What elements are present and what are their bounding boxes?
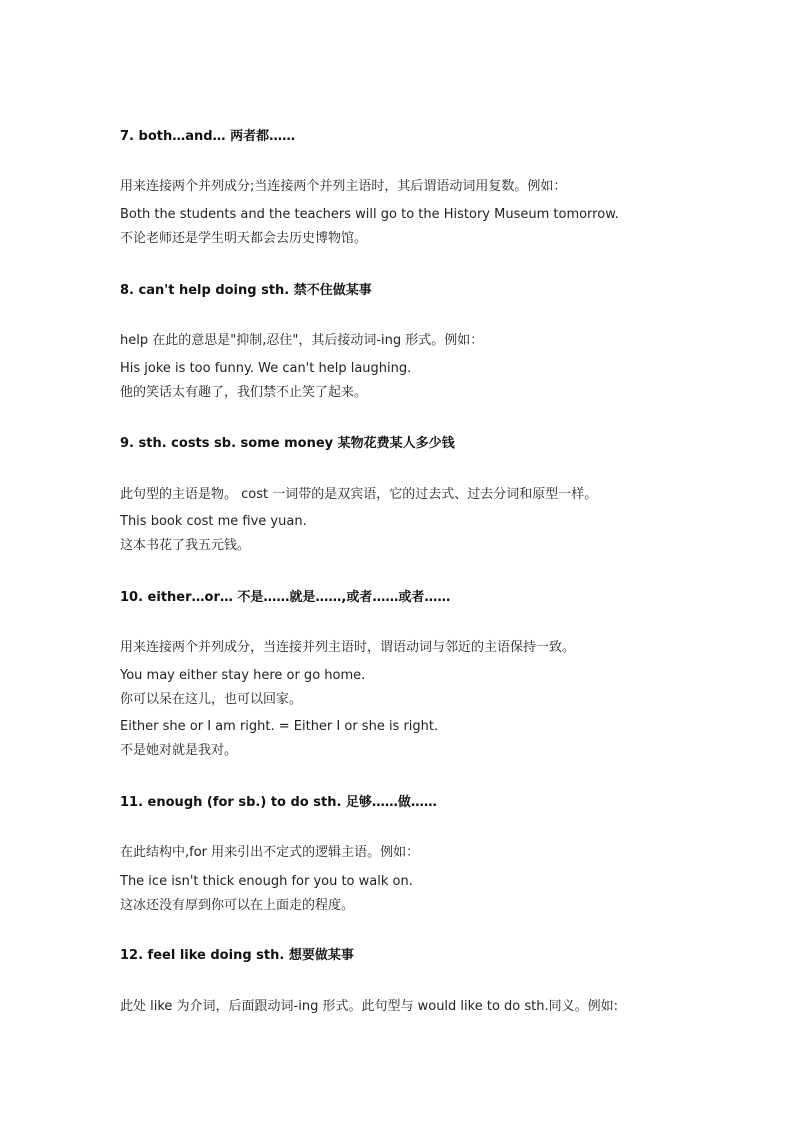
- section-12-explanation: 此处 like 为介词，后面跟动词-ing 形式。此句型与 would like to do sth.同义。例如:: [120, 999, 618, 1014]
- section-7-heading: 7. both…and… 两者都……: [120, 129, 296, 144]
- section-10-example-1-en: You may either stay here or go home.: [120, 668, 366, 683]
- section-9-example-zh: 这本书花了我五元钱。: [120, 538, 251, 553]
- section-10-example-2-zh: 不是她对就是我对。: [120, 743, 238, 758]
- section-10-heading: 10. either…or… 不是……就是……,或者……或者……: [120, 590, 451, 605]
- section-8-example-en: His joke is too funny. We can't help laughing.: [120, 361, 412, 376]
- section-10-example-2-en: Either she or I am right. = Either I or she is right.: [120, 719, 439, 734]
- section-11-example-zh: 这冰还没有厚到你可以在上面走的程度。: [120, 898, 355, 913]
- section-10-example-1-zh: 你可以呆在这儿，也可以回家。: [120, 692, 303, 707]
- section-9-example-en: This book cost me five yuan.: [120, 514, 307, 529]
- section-7-example-en: Both the students and the teachers will go to the History Museum tomorrow.: [120, 207, 619, 222]
- section-8-heading: 8. can't help doing sth. 禁不住做某事: [120, 283, 372, 298]
- section-8-explanation: help 在此的意思是"抑制,忍住"，其后接动词-ing 形式。例如：: [120, 333, 484, 348]
- section-10-explanation: 用来连接两个并列成分，当连接并列主语时，谓语动词与邻近的主语保持一致。: [120, 640, 576, 655]
- section-12-heading: 12. feel like doing sth. 想要做某事: [120, 948, 354, 963]
- section-11-example-en: The ice isn't thick enough for you to walk on.: [120, 874, 413, 889]
- section-11-explanation: 在此结构中,for 用来引出不定式的逻辑主语。例如：: [120, 845, 420, 860]
- section-9-heading: 9. sth. costs sb. some money 某物花费某人多少钱: [120, 436, 455, 451]
- section-11-heading: 11. enough (for sb.) to do sth. 足够……做……: [120, 795, 437, 810]
- section-7-example-zh: 不论老师还是学生明天都会去历史博物馆。: [120, 231, 368, 246]
- section-8-example-zh: 他的笑话太有趣了，我们禁不止笑了起来。: [120, 385, 368, 400]
- section-7-explanation: 用来连接两个并列成分;当连接两个并列主语时，其后谓语动词用复数。例如：: [120, 179, 567, 194]
- section-9-explanation: 此句型的主语是物。 cost 一词带的是双宾语，它的过去式、过去分词和原型一样。: [120, 487, 598, 502]
